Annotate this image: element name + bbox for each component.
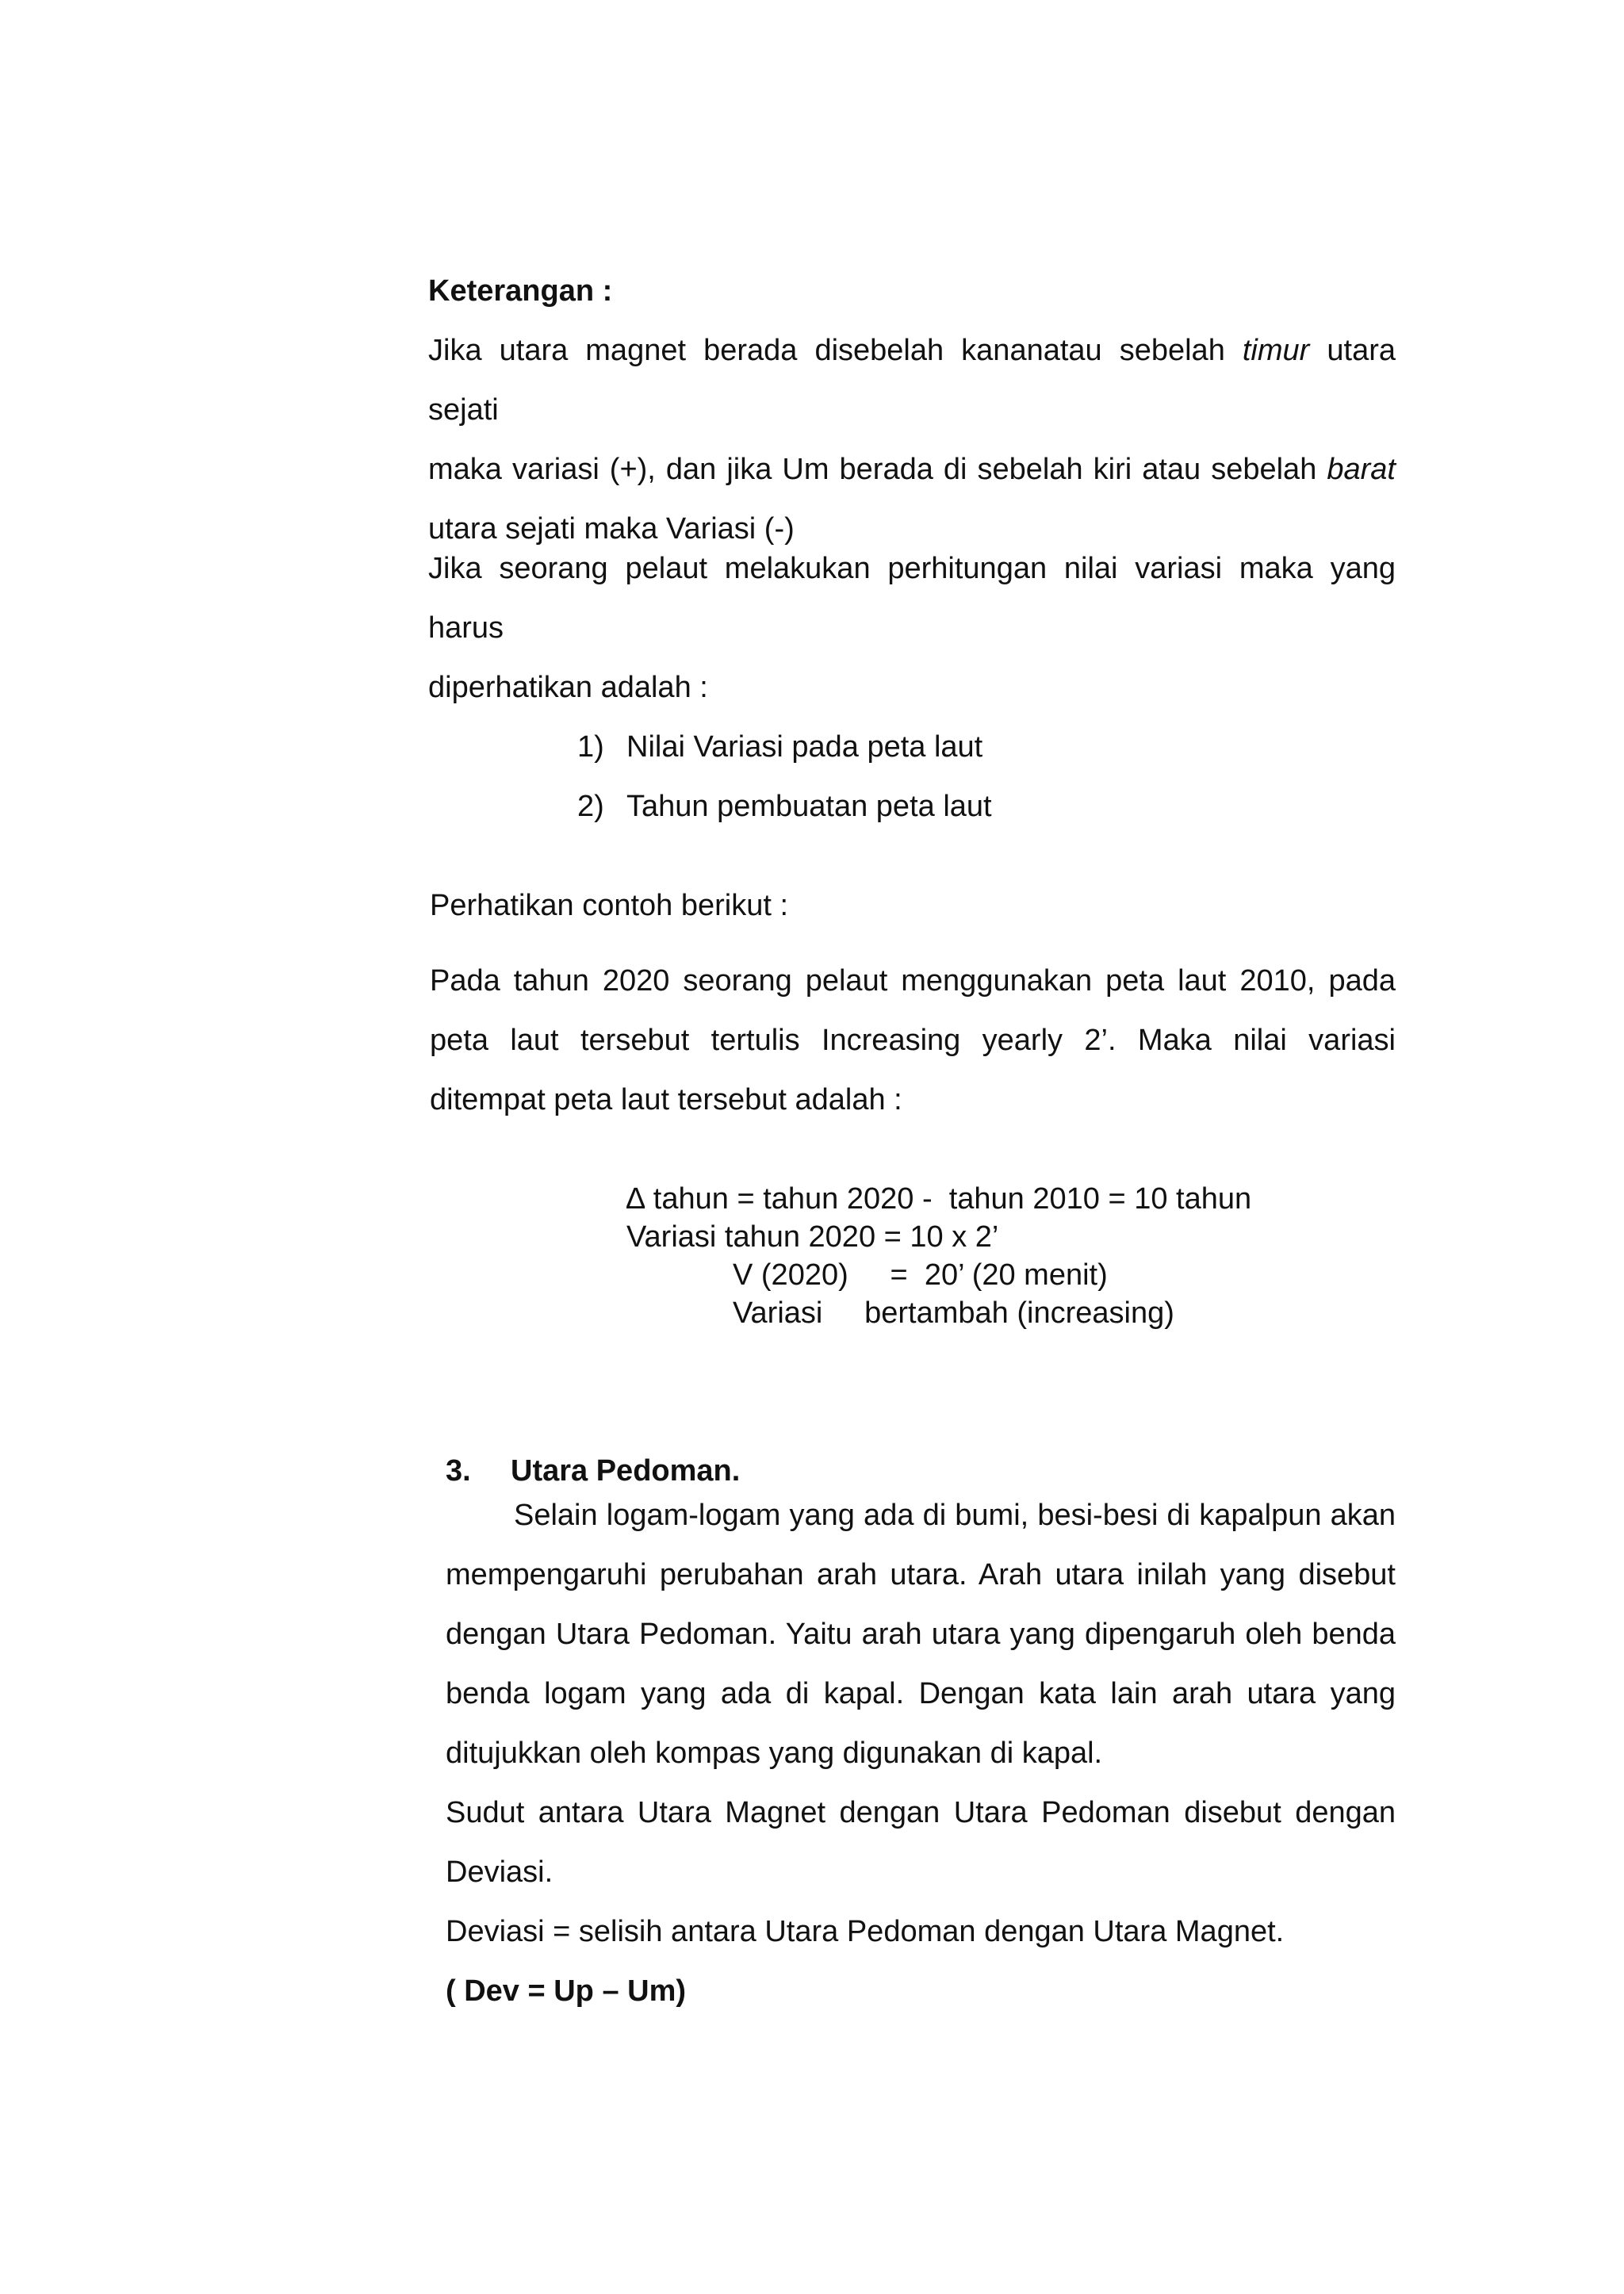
list-item: 1) Nilai Variasi pada peta laut [577, 730, 983, 764]
contoh-paragraph [430, 952, 1396, 1130]
section-3-body [446, 1486, 1396, 2021]
paragraph-line: Deviasi. [446, 1855, 553, 1889]
paragraph-line: peta laut tersebut tertulis Increasing yearly 2’. Maka nilai variasi [430, 1024, 1396, 1057]
paragraph-line: maka variasi (+), dan jika Um berada di sebelah kiri atau sebelah barat [428, 453, 1396, 486]
list-item: 2) Tahun pembuatan peta laut [577, 790, 992, 823]
paragraph-line: Selain logam-logam yang ada di bumi, besi-besi di kapalpun akan [514, 1499, 1396, 1532]
paragraph-line: Jika seorang pelaut melakukan perhitungan nilai variasi maka yang harus [428, 552, 1396, 645]
paragraph-line: diperhatikan adalah : [428, 671, 708, 704]
numbered-list [577, 718, 1291, 837]
formula-variasi-bertambah: Variasi bertambah (increasing) [733, 1296, 1174, 1330]
paragraph-line: dengan Utara Pedoman. Yaitu arah utara yang dipengaruh oleh benda [446, 1618, 1396, 1651]
formula-delta-tahun: ∆ tahun = tahun 2020 - tahun 2010 = 10 tahun [626, 1182, 1252, 1216]
keterangan-paragraph [428, 321, 1396, 559]
paragraph-line: Jika utara magnet berada disebelah kananatau sebelah timur utara sejati [428, 334, 1396, 427]
deviasi-formula: ( Dev = Up – Um) [446, 1974, 687, 2008]
formula-variasi-tahun: Variasi tahun 2020 = 10 x 2’ [626, 1220, 999, 1254]
paragraph-line: Sudut antara Utara Magnet dengan Utara Pedoman disebut dengan [446, 1796, 1396, 1829]
contoh-intro: Perhatikan contoh berikut : [430, 889, 789, 922]
paragraph-line: ditempat peta laut tersebut adalah : [430, 1083, 902, 1116]
perhitungan-paragraph [428, 539, 1396, 718]
paragraph-line: mempengaruhi perubahan arah utara. Arah utara inilah yang disebut [446, 1558, 1396, 1591]
paragraph-line: ditujukkan oleh kompas yang digunakan di kapal. [446, 1737, 1103, 1770]
section-title: Utara Pedoman. [511, 1454, 741, 1488]
paragraph-line: utara sejati maka Variasi (-) [428, 512, 795, 546]
formula-v-2020: V (2020) = 20’ (20 menit) [733, 1258, 1108, 1292]
section-number: 3. [446, 1454, 471, 1488]
paragraph-line: Pada tahun 2020 seorang pelaut menggunakan peta laut 2010, pada [430, 964, 1396, 998]
paragraph-line: benda logam yang ada di kapal. Dengan kata lain arah utara yang [446, 1677, 1396, 1710]
keterangan-heading: Keterangan : [428, 274, 613, 308]
paragraph-line: Deviasi = selisih antara Utara Pedoman dengan Utara Magnet. [446, 1915, 1285, 1948]
